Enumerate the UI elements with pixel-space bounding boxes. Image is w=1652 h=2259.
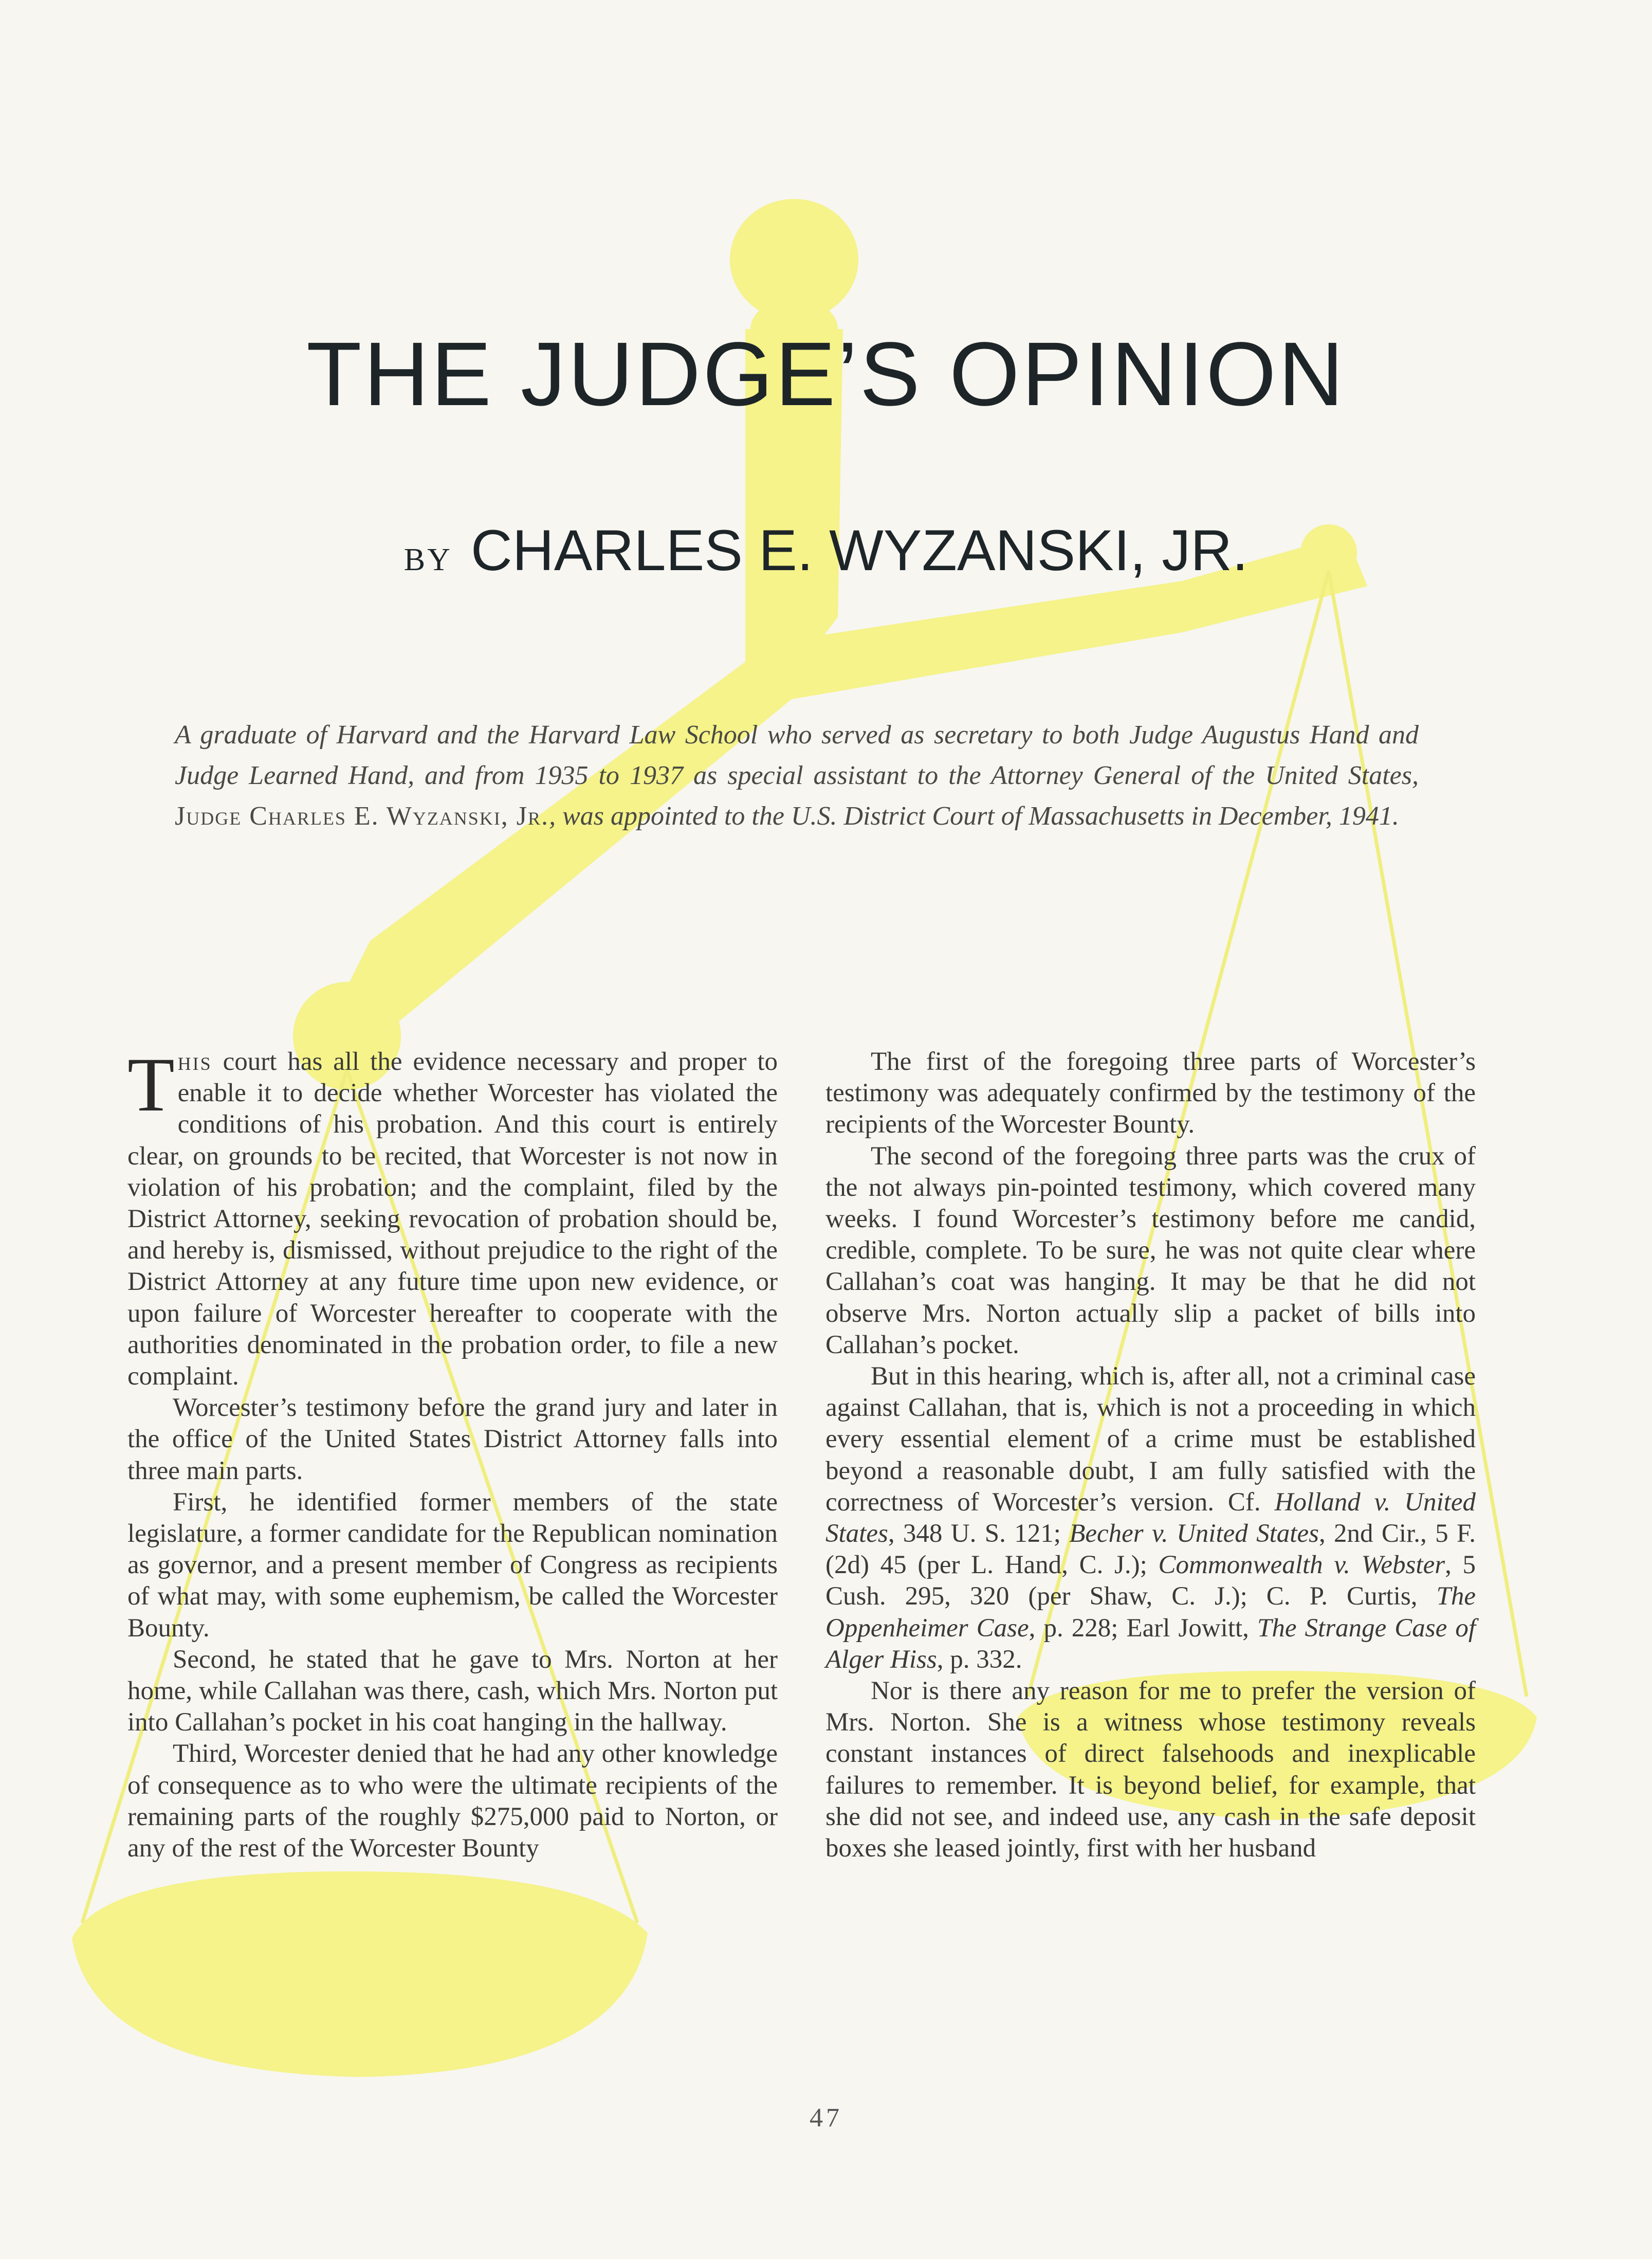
paragraph: Third, Worcester denied that he had any other knowledge of consequence as to who were the ultimate recipients of the remaining parts of the roughly $275,000 paid to Norton, or any of the rest of the Worcester Bounty [127, 1739, 778, 1863]
intro-text-2: , was appointed to the U.S. District Court of Massachusetts in December, 1941. [549, 801, 1399, 831]
article-title: THE JUDGE’S OPINION [306, 324, 1346, 425]
drop-cap: T [127, 1042, 175, 1127]
case-citation: Commonwealth v. Webster [1158, 1551, 1445, 1580]
right-column [825, 1046, 1476, 1864]
paragraph-text: , 2nd Cir., 5 F. (2d) 45 (per L. Hand, C. J.); [825, 1519, 1476, 1580]
book-citation: The Strange Case of Alger Hiss [825, 1613, 1476, 1674]
case-citation: Holland v. United States [825, 1487, 1476, 1548]
intro-author-name: Judge Charles E. Wyzanski, Jr. [175, 801, 549, 831]
page-number: 47 [810, 2103, 842, 2133]
intro-text-1: A graduate of Harvard and the Harvard Law School who served as secretary to both Judge Augustus Hand and Judge Learned Hand, and from 1935 to 1937 as special assistant to the Attorney General of the United States, [175, 720, 1419, 791]
left-column [127, 1042, 778, 1864]
book-citation: The Oppenheimer Case [825, 1582, 1476, 1643]
paragraph-text: But in this hearing, which is, after all, not a criminal case against Callahan, that is, which is not a proceeding in which every essential element of a crime must be established beyond a reasonable doubt, I am fully satisfied with the correctness of Worcester’s version. Cf. [825, 1362, 1476, 1517]
paragraph: Nor is there any reason for me to prefer the version of Mrs. Norton. She is a witness whose testimony reveals constant instances of direct falsehoods and inexplicable failures to remember. It is beyond belief, for example, that she did not see, and indeed use, any cash in the safe deposit boxes she leased jointly, first with her husband [825, 1677, 1476, 1863]
author-intro [175, 715, 1419, 836]
paragraph: First, he identified former members of the state legislature, a former candidate for the Republican nomination as governor, and a present member of Congress as recipients of what may, with some euphemism, be called the Worcester Bounty. [127, 1487, 778, 1643]
paragraph: Second, he stated that he gave to Mrs. Norton at her home, while Callahan was there, cash, which Mrs. Norton put into Callahan’s pocket in his coat hanging in the hallway. [127, 1645, 778, 1737]
paragraph-text: , p. 332. [937, 1645, 1022, 1674]
paragraph: The second of the foregoing three parts was the crux of the not always pin-pointed testimony, which covered many weeks. I found Worcester’s testimony before me candid, credible, complete. To be sure, he was not quite clear where Callahan’s coat was hanging. It may be that he did not observe Mrs. Norton actually slip a packet of bills into Callahan’s pocket. [825, 1141, 1476, 1359]
paragraph-text: court has all the evidence necessary and proper to enable it to decide whether Worcester has violated the conditions of his probation. And this court is entirely clear, on grounds to be recited, that Worcester is not now in violation of his probation; and the complaint, filed by the District Attorney, seeking revocation of probation should be, and hereby is, dismissed, without prejudice to the right of the District Attorney at any future time upon new evidence, or upon failure of Worcester hereafter to cooperate with the authorities denominated in the probation order, to file a new complaint. [127, 1047, 778, 1391]
paragraph [127, 1042, 778, 1392]
author-name: CHARLES E. WYZANSKI, JR. [470, 518, 1249, 582]
paragraph [825, 1361, 1476, 1675]
paragraph: Worcester’s testimony before the grand jury and later in the office of the United States District Attorney falls into three main parts. [127, 1393, 778, 1485]
byline [0, 518, 1652, 582]
byline-prefix: BY [403, 542, 452, 577]
case-citation: Becher v. United States [1069, 1519, 1319, 1548]
paragraph-text: , 5 Cush. 295, 320 (per Shaw, C. J.); C. P. Curtis, [825, 1551, 1476, 1611]
paragraph-text: , 348 U. S. 121; [888, 1519, 1070, 1548]
lead-in-smallcaps: his [177, 1047, 212, 1076]
paragraph: The first of the foregoing three parts of Worcester’s testimony was adequately confirmed by the testimony of the recipients of the Worcester Bounty. [825, 1047, 1476, 1139]
paragraph-text: , p. 228; Earl Jowitt, [1029, 1613, 1257, 1643]
